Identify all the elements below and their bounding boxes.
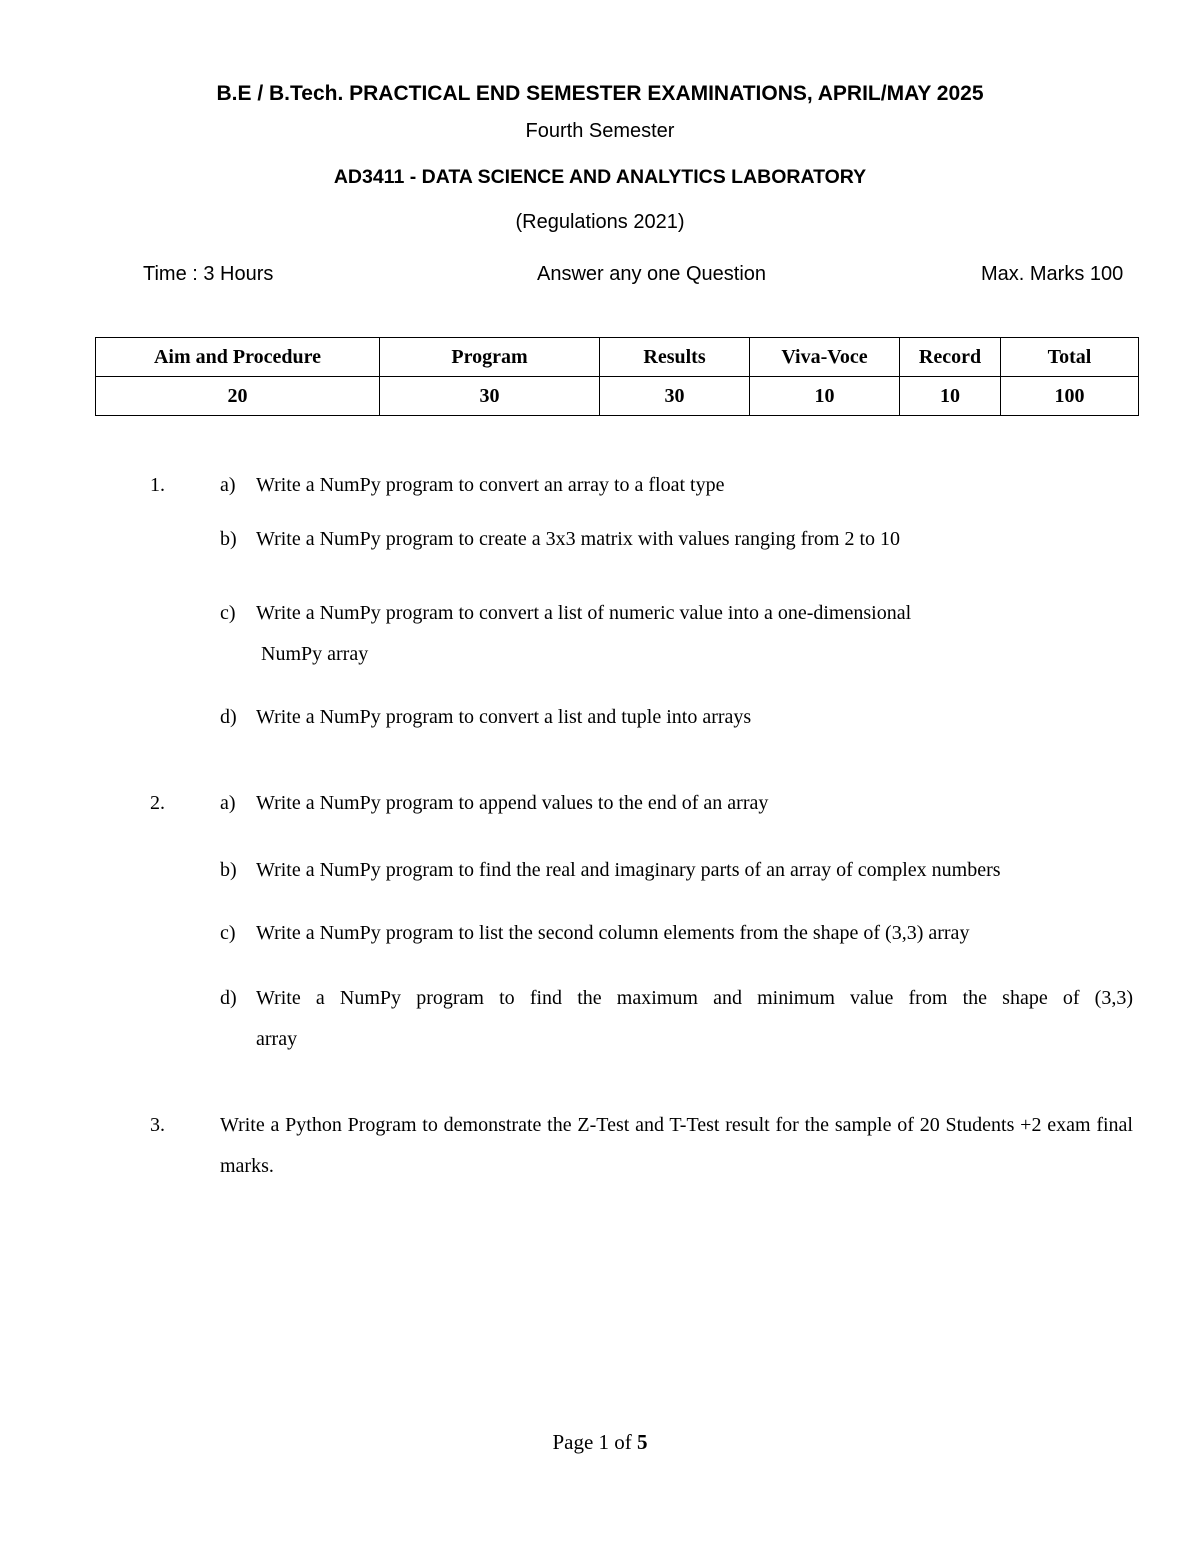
page-prefix: Page bbox=[552, 1430, 594, 1454]
part-label: d) bbox=[220, 706, 237, 728]
table-value-cell: 20 bbox=[96, 377, 380, 416]
table-header-cell: Program bbox=[380, 338, 600, 377]
table-header-cell: Aim and Procedure bbox=[96, 338, 380, 377]
page-current: 1 bbox=[598, 1430, 610, 1454]
part-text: Write a NumPy program to find the maximum and minimum value from the shape of (3,3) bbox=[256, 987, 1133, 1009]
max-marks-label: Max. Marks 100 bbox=[981, 263, 1124, 285]
marks-table bbox=[95, 337, 1139, 416]
part-text: Write a NumPy program to convert a list and tuple into arrays bbox=[256, 706, 752, 728]
part-text: Write a NumPy program to list the second column elements from the shape of (3,3) array bbox=[256, 922, 970, 944]
page-number bbox=[0, 1430, 1200, 1455]
part-text: Write a NumPy program to convert a list of numeric value into a one-dimensional bbox=[256, 602, 912, 624]
table-value-cell: 30 bbox=[380, 377, 600, 416]
part-text: Write a NumPy program to find the real and imaginary parts of an array of complex numbers bbox=[256, 859, 1001, 881]
exam-title: B.E / B.Tech. PRACTICAL END SEMESTER EXAMINATIONS, APRIL/MAY 2025 bbox=[216, 82, 984, 105]
question-number: 2. bbox=[150, 792, 165, 814]
part-label: b) bbox=[220, 528, 237, 550]
part-label: b) bbox=[220, 859, 237, 881]
page-total: 5 bbox=[637, 1430, 648, 1454]
table-value-cell: 10 bbox=[900, 377, 1001, 416]
part-text: Write a NumPy program to create a 3x3 matrix with values ranging from 2 to 10 bbox=[256, 528, 901, 550]
part-label: c) bbox=[220, 602, 236, 624]
question-number: 3. bbox=[150, 1114, 165, 1136]
page-of: of bbox=[614, 1430, 632, 1454]
marks-table-value-row bbox=[96, 377, 1139, 416]
marks-table-header-row bbox=[96, 338, 1139, 377]
question-text: Write a Python Program to demonstrate the Z-Test and T-Test result for the sample of 20 Students +2 exam final marks. bbox=[220, 1114, 1133, 1177]
part-text: Write a NumPy program to append values to the end of an array bbox=[256, 792, 769, 814]
part-label: a) bbox=[220, 474, 236, 496]
instruction-label: Answer any one Question bbox=[537, 263, 767, 285]
time-label: Time : 3 Hours bbox=[143, 263, 274, 285]
part-label: d) bbox=[220, 987, 237, 1009]
table-header-cell: Record bbox=[900, 338, 1001, 377]
part-label: a) bbox=[220, 792, 236, 814]
part-text-continuation: NumPy array bbox=[261, 643, 369, 665]
table-value-cell: 100 bbox=[1001, 377, 1139, 416]
part-text: Write a NumPy program to convert an array to a float type bbox=[256, 474, 725, 496]
part-label: c) bbox=[220, 922, 236, 944]
regulations-label: (Regulations 2021) bbox=[515, 211, 685, 233]
table-value-cell: 30 bbox=[600, 377, 750, 416]
question-number: 1. bbox=[150, 474, 165, 496]
table-header-cell: Total bbox=[1001, 338, 1139, 377]
semester-label: Fourth Semester bbox=[525, 120, 675, 142]
table-value-cell: 10 bbox=[750, 377, 900, 416]
table-header-cell: Viva-Voce bbox=[750, 338, 900, 377]
part-text-continuation: array bbox=[256, 1028, 298, 1050]
course-title: AD3411 - DATA SCIENCE AND ANALYTICS LABORATORY bbox=[333, 166, 867, 188]
table-header-cell: Results bbox=[600, 338, 750, 377]
